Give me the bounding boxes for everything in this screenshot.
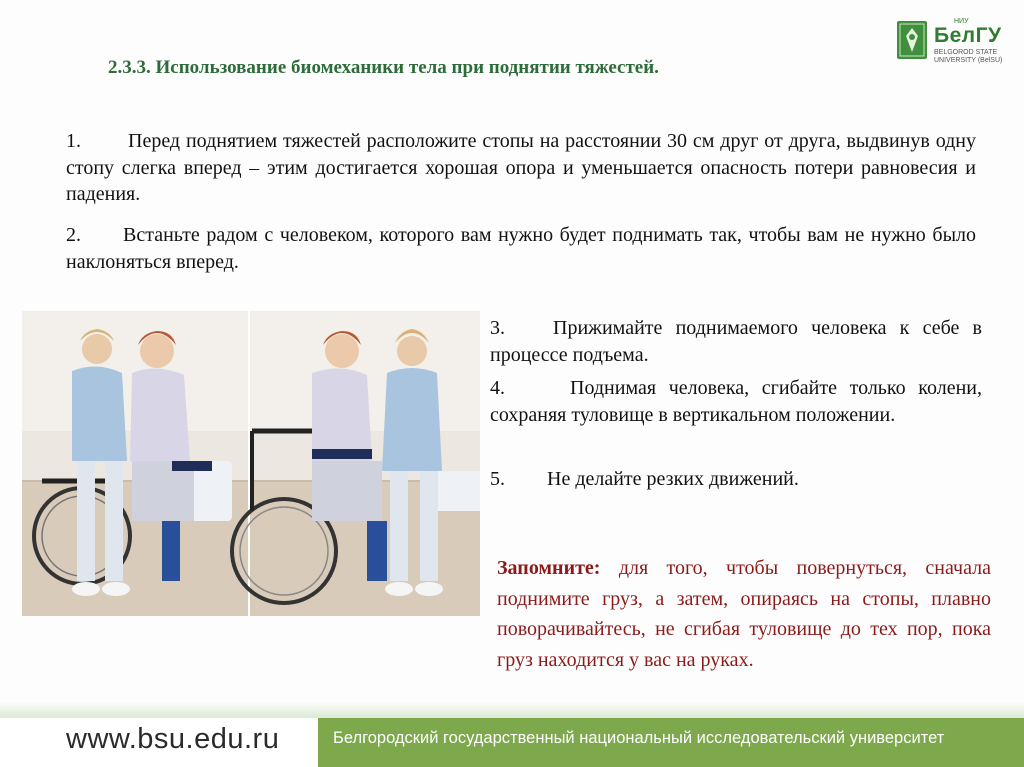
university-logo — [896, 18, 1014, 66]
section-title: 2.3.3. Использование биомеханики тела при поднятии тяжестей. — [108, 57, 659, 78]
step-5 — [490, 466, 982, 493]
logo-subtitle-line1: BELGOROD STATE — [934, 49, 998, 56]
step-2 — [66, 222, 976, 275]
photo-illustration — [22, 311, 480, 616]
step-text: Поднимая человека, сгибайте только колени, сохраняя туловище в вертикальном положении. — [490, 377, 982, 426]
lifting-photo — [22, 311, 480, 616]
step-text: Не делайте резких движений. — [547, 468, 799, 490]
logo-niu: НИУ — [954, 18, 969, 25]
step-number: 4. — [490, 377, 505, 399]
footer-url-area — [0, 718, 318, 767]
step-text: Прижимайте поднимаемого человека к себе в процессе подъема. — [490, 317, 982, 366]
reminder-label: Запомните: — [497, 557, 601, 579]
step-4 — [490, 375, 982, 428]
reminder-text: для того, чтобы повернуться, сначала поднимите груз, а затем, опираясь на стопы, плавно поворачивайтесь, не сгибая туловище до тех пор, пока груз находится у вас на руках. — [497, 557, 992, 671]
step-number: 3. — [490, 317, 505, 339]
university-name: Белгородский государственный национальный исследовательский университет — [333, 729, 945, 747]
step-number: 1. — [66, 130, 81, 152]
footer-bar — [0, 718, 1024, 767]
step-3 — [490, 315, 982, 368]
step-text: Встаньте радом с человеком, которого вам нужно будет поднимать так, чтобы вам не нужно было наклоняться вперед. — [66, 224, 976, 273]
crest-icon — [896, 20, 928, 60]
footer-stripe — [0, 700, 1024, 720]
website-link[interactable]: www.bsu.edu.ru — [66, 723, 280, 755]
logo-name: БелГУ — [934, 24, 1002, 47]
reminder-note — [497, 553, 991, 675]
step-1 — [66, 128, 976, 208]
step-number: 5. — [490, 468, 505, 490]
step-text: Перед поднятием тяжестей расположите стопы на расстоянии 30 см друг от друга, выдвинув одну стопу слегка вперед – этим достигается хорошая опора и уменьшается опасность потери равновесия и падения. — [66, 130, 976, 205]
logo-subtitle-line2: UNIVERSITY (BelSU) — [934, 57, 1003, 64]
step-number: 2. — [66, 224, 81, 246]
